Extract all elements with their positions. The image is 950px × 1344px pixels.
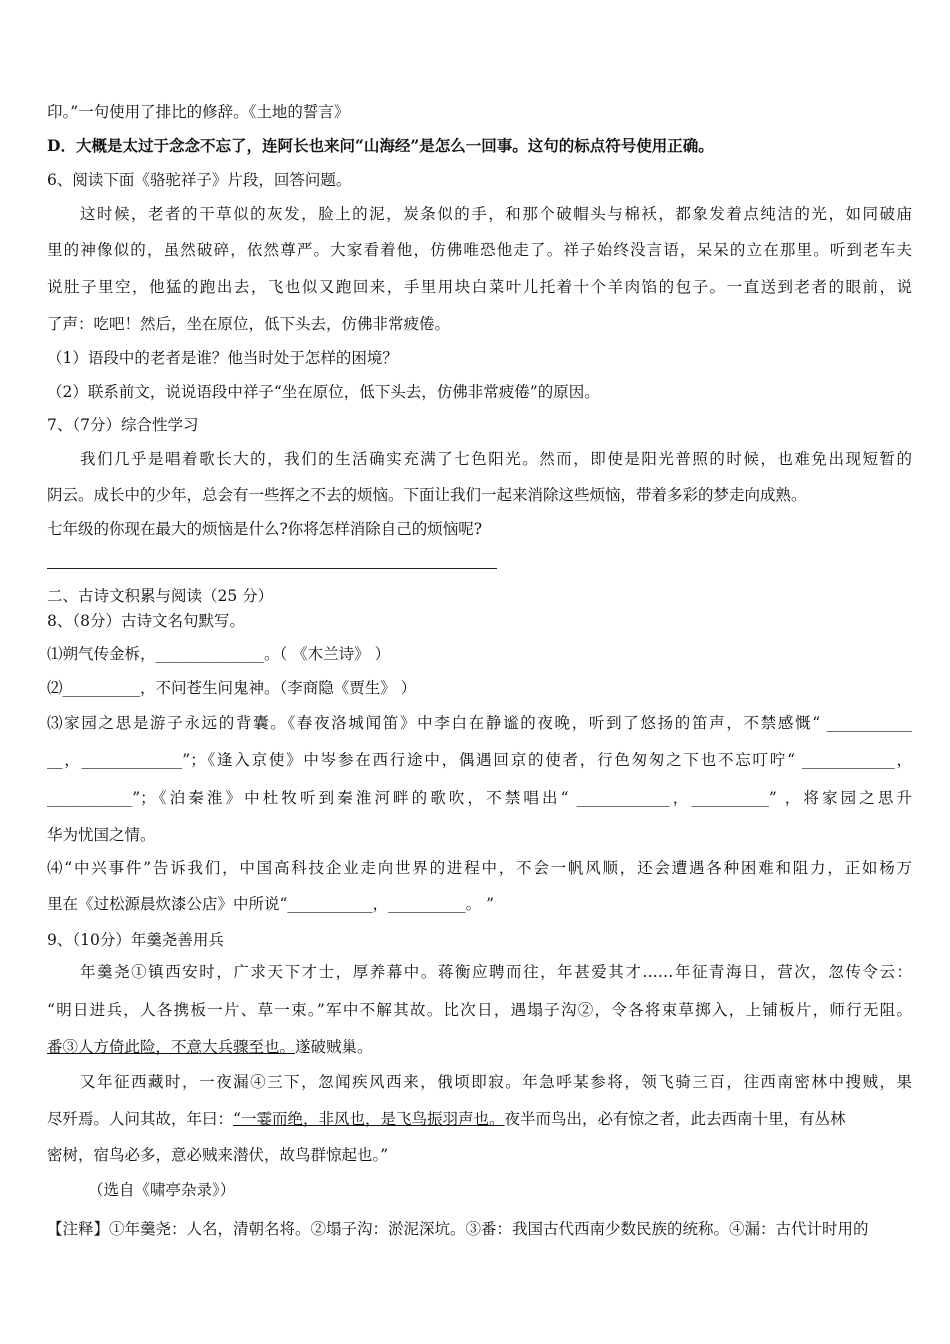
passage-line: 阴云。成长中的少年，总会有一些挥之不去的烦恼。下面让我们一起来消除这些烦恼，带着多彩的梦走向成熟。 (47, 486, 807, 504)
question-8-title: 8、（8分）古诗文名句默写。 (47, 612, 245, 630)
passage-line: 我们几乎是唱着歌长大的，我们的生活确实充满了七色阳光。然而，即使是阳光普照的时候，也难免出现短暂的 (80, 450, 912, 468)
classical-text-line: “明日进兵，人各携板一片、草一束。”军中不解其故。比次日，遇塌子沟②，令各将束草掷入，上铺板片，师行无阻。 (47, 1001, 912, 1019)
answer-line (47, 568, 497, 569)
fill-in-item: ⑵__________，不问苍生问鬼神。（李商隐《贾生》 ） (47, 679, 417, 697)
passage-line: 这时候，老者的干草似的灰发，脸上的泥，炭条似的手，和那个破帽头与棉袄，都象发着点纯洁的光，如同破庙 (80, 205, 912, 223)
underlined-sentence: “一霎而绝，非风也，是飞鸟振羽声也。 (233, 1110, 505, 1128)
classical-text-line (47, 1109, 912, 1129)
fill-in-item: 华为忧国之情。 (47, 826, 156, 844)
sub-question: （1）语段中的老者是谁？他当时处于怎样的困境？ (47, 349, 398, 367)
option-d: D．大概是太过于念念不忘了，连阿长也来问“山海经”是怎么一回事。这句的标点符号使用正确。 (47, 136, 714, 155)
fill-in-item: ⑷“中兴事件”告诉我们，中国高科技企业走向世界的进程中，不会一帆风顺，还会遭遇各种困难和阻力，正如杨万 (47, 859, 912, 877)
question-prompt: 七年级的你现在最大的烦恼是什么?你将怎样消除自己的烦恼呢? (47, 520, 483, 538)
section-2-heading: 二、古诗文积累与阅读（25 分） (47, 587, 274, 605)
classical-text-line: 又年征西藏时，一夜漏④三下，忽闻疾风西来，俄顷即寂。年急呼某参将，领飞骑三百，往西南密林中搜贼，果 (80, 1073, 912, 1091)
text-segment: 尽歼焉。人问其故，年曰： (47, 1110, 234, 1128)
classical-text-line (47, 1037, 912, 1057)
underlined-sentence: 番③人方倚此险，不意大兵骤至也。 (47, 1038, 296, 1056)
text-segment: 夜半而鸟出，必有惊之者，此去西南十里，有丛林 (504, 1110, 846, 1128)
classical-text-line: 年羹尧①镇西安时，广求天下才士，厚养幕中。蒋衡应聘而往，年甚爱其才……年征青海日，营次，忽传令云： (80, 963, 912, 981)
fill-in-item: __，_____________”；《逢入京使》中岑参在西行途中，偶遇回京的使者，行色匆匆之下也不忘叮咛“ ____________， (47, 751, 912, 769)
text-segment: 遂破贼巢。 (295, 1038, 373, 1056)
annotation-note: 【注释】①年羹尧：人名，清朝名将。②塌子沟：淤泥深坑。③番：我国古代西南少数民族的统称。④漏：古代计时用的 (47, 1220, 869, 1238)
passage-line: 说肚子里空，他猛的跑出去，飞也似又跑回来，手里用块白菜叶儿托着十个羊肉馅的包子。一直送到老者的眼前，说 (47, 278, 912, 296)
fill-in-item: ⑴朔气传金柝，______________。（ 《木兰诗》 ） (47, 645, 391, 663)
fill-in-item: 里在《过松源晨炊漆公店》中所说“___________，__________。 ” (47, 895, 495, 913)
classical-text-line: 密树，宿鸟必多，意必贼来潜伏，故鸟群惊起也。” (47, 1146, 389, 1164)
question-7-title: 7、（7分）综合性学习 (47, 416, 199, 434)
question-6-title: 6、阅读下面《骆驼祥子》片段，回答问题。 (47, 171, 352, 189)
fill-in-item: ⑶家园之思是游子永远的背囊。《春夜洛城闻笛》中李白在静谧的夜晚，听到了悠扬的笛声，不禁感慨“ ___________ (47, 714, 912, 732)
passage-line: 了声：吃吧！然后，坐在原位，低下头去，仿佛非常疲倦。 (47, 315, 451, 333)
source-citation: （选自《啸亭杂录》） (88, 1181, 236, 1199)
question-9-title: 9、（10分）年羹尧善用兵 (47, 931, 224, 949)
text-line: 印。”一句使用了排比的修辞。《土地的誓言》 (47, 103, 350, 121)
passage-line: 里的神像似的，虽然破碎，依然尊严。大家看着他，仿佛唯恐他走了。祥子始终没言语，呆呆的立在那里。听到老车夫 (47, 241, 912, 259)
fill-in-item: ___________”；《泊秦淮》中杜牧听到秦淮河畔的歌吹，不禁唱出“ ____________，__________” ，将家园之思升 (47, 789, 912, 807)
sub-question: （2）联系前文，说说语段中祥子“坐在原位，低下头去，仿佛非常疲倦”的原因。 (47, 383, 600, 401)
